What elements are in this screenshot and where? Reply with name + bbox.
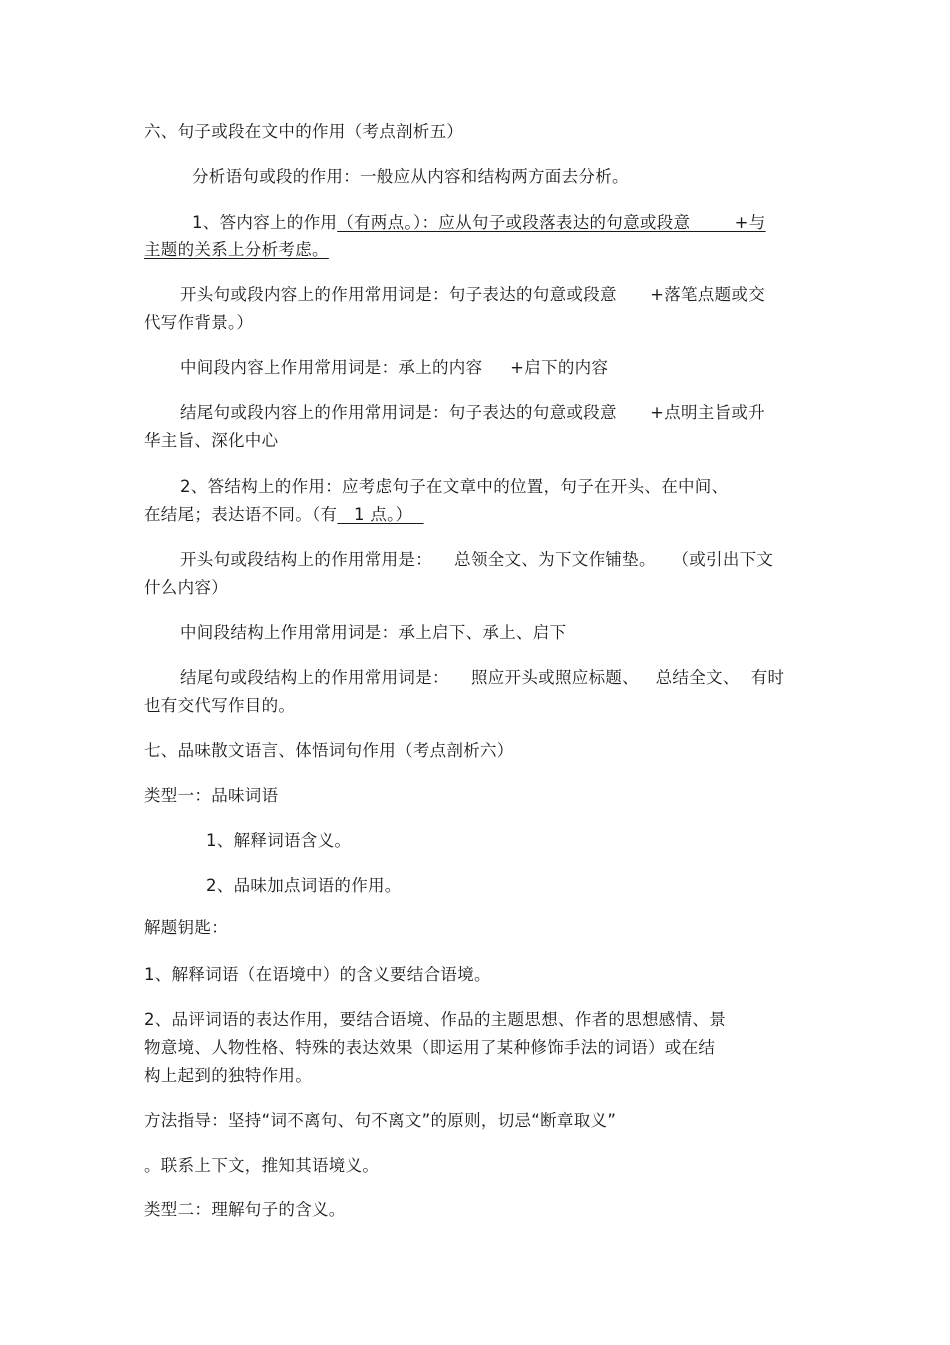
content-role-line-cont: 主题的关系上分析考虑。 bbox=[144, 240, 329, 259]
paragraph-text: 结尾句或段内容上的作用常用词是：句子表达的句意或段意 +点明主旨或升 bbox=[180, 403, 765, 422]
paragraph-text: 中间段结构上作用常用词是：承上启下、承上、启下 bbox=[180, 623, 567, 642]
paragraph-text: 什么内容） bbox=[144, 578, 228, 597]
paragraph-text: 华主旨、深化中心 bbox=[144, 431, 279, 450]
paragraph-text: 1、解释词语（在语境中）的含义要结合语境。 bbox=[144, 965, 491, 984]
paragraph-text: 中间段内容上作用常用词是：承上的内容 +启下的内容 bbox=[180, 358, 609, 377]
content-role-label: 1、答内容上的作用 bbox=[192, 213, 338, 232]
section-heading-seven: 七、品味散文语言、体悟词句作用（考点剖析六） bbox=[144, 741, 514, 760]
paragraph-text bbox=[144, 505, 424, 525]
subheading: 解题钥匙： bbox=[144, 918, 228, 937]
section-heading-six: 六、句子或段在文中的作用（考点剖析五） bbox=[144, 122, 464, 141]
paragraph-text: 方法指导：坚持“词不离句、句不离文”的原则，切忌“断章取义” bbox=[144, 1111, 617, 1130]
paragraph-text: 物意境、人物性格、特殊的表达效果（即运用了某种修饰手法的词语）或在结 bbox=[144, 1038, 716, 1057]
paragraph-text: 结尾句或段结构上的作用常用词是： 照应开头或照应标题、 总结全文、 有时 bbox=[180, 668, 785, 687]
subheading: 类型一：品味词语 bbox=[144, 786, 279, 805]
paragraph-text: 开头句或段结构上的作用常用是： 总领全文、为下文作铺垫。 （或引出下文 bbox=[180, 550, 774, 569]
paragraph-text: 2、品评词语的表达作用，要结合语境、作品的主题思想、作者的思想感情、景 bbox=[144, 1010, 726, 1029]
subheading: 类型二：理解句子的含义。 bbox=[144, 1200, 346, 1219]
paragraph-text: 也有交代写作目的。 bbox=[144, 696, 296, 715]
paragraph-text: 。联系上下文，推知其语境义。 bbox=[144, 1156, 380, 1175]
list-item: 2、品味加点词语的作用。 bbox=[206, 876, 402, 895]
paragraph-text: 构上起到的独特作用。 bbox=[144, 1066, 312, 1085]
paragraph-text: 代写作背景。） bbox=[144, 313, 254, 332]
list-item: 1、解释词语含义。 bbox=[206, 831, 352, 850]
structure-role-text: 在结尾；表达语不同。（有 bbox=[144, 505, 338, 524]
intro-line: 分析语句或段的作用：一般应从内容和结构两方面去分析。 bbox=[192, 167, 629, 186]
content-role-underlined: （有两点。）：应从句子或段落表达的句意或段意 +与 bbox=[337, 213, 766, 232]
structure-role-underlined: 1 点。） bbox=[337, 505, 424, 524]
paragraph-text: 开头句或段内容上的作用常用词是：句子表达的句意或段意 +落笔点题或交 bbox=[180, 285, 765, 304]
paragraph-text: 2、答结构上的作用：应考虑句子在文章中的位置，句子在开头、在中间、 bbox=[180, 477, 729, 496]
content-role-line bbox=[192, 213, 766, 233]
